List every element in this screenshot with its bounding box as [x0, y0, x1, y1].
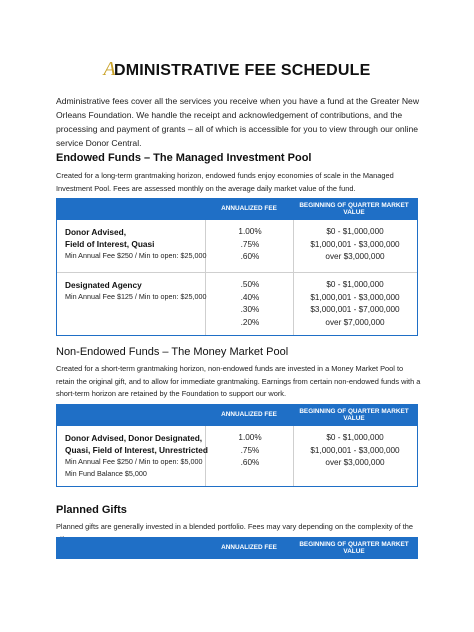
- planned-gifts-heading: Planned Gifts: [56, 504, 127, 516]
- market-value-header: BEGINNING OF QUARTER MARKET VALUE: [299, 407, 409, 422]
- non-endowed-funds-description: Created for a short-term grantmaking horizon, non-endowed funds are invested in a Money Market Pool to retain the original gift, and to allow for immediate grantmaking. Earnings from certain non-endowed funds with a short-term horizon are retained by the Foundation to support our work.: [56, 364, 421, 398]
- fee-value: .50%: [240, 280, 260, 289]
- market-range: $0 - $1,000,000: [326, 227, 384, 236]
- market-range: $1,000,001 - $3,000,000: [310, 239, 400, 249]
- planned-gifts-fee-table: [56, 537, 418, 559]
- market-value-cell: [295, 432, 415, 470]
- fund-type-name: Quasi, Field of Interest, Unrestricted: [65, 445, 208, 455]
- table-header: [56, 404, 418, 426]
- fee-cell: [209, 226, 291, 264]
- annualized-fee-header: ANNUALIZED FEE: [221, 544, 277, 552]
- fee-value: .60%: [240, 252, 260, 261]
- annualized-fee-header: ANNUALIZED FEE: [221, 411, 277, 419]
- non-endowed-funds-heading: Non-Endowed Funds – The Money Market Pool: [56, 346, 289, 358]
- intro-paragraph: Administrative fees cover all the services you receive when you have a fund at the Greater New Orleans Foundation. We handle the receipt and acknowledgement of contributions, and the processing and payment of grants – all of which is accessible for you to view through our online service Donor Central.: [56, 96, 420, 148]
- title-ornament-letter: A: [103, 58, 116, 80]
- fee-value: 1.00%: [238, 227, 262, 236]
- endowed-funds-description: Created for a long-term grantmaking horizon, endowed funds enjoy economies of scale in the Managed Investment Pool. Fees are assessed monthly on the average daily market value of the fund.: [56, 171, 394, 193]
- annualized-fee-header: ANNUALIZED FEE: [221, 205, 277, 213]
- market-value-header: BEGINNING OF QUARTER MARKET VALUE: [299, 540, 409, 555]
- fund-type-cell: [65, 432, 213, 480]
- table-body: [56, 426, 418, 487]
- fund-minimums: Min Fund Balance $5,000: [65, 469, 147, 478]
- endowed-fee-table: [56, 198, 418, 336]
- fund-type-cell: [65, 226, 213, 262]
- fund-type-name: Designated Agency: [65, 280, 142, 290]
- market-range: $1,000,001 - $3,000,000: [310, 445, 400, 455]
- fee-value: .40%: [240, 292, 260, 302]
- fee-cell: [209, 279, 291, 329]
- title-row: [0, 58, 474, 81]
- table-body: [56, 220, 418, 336]
- page-title: [104, 58, 371, 81]
- market-range: $1,000,001 - $3,000,000: [310, 292, 400, 302]
- fund-minimums: Min Annual Fee $125 / Min to open: $25,000: [65, 292, 207, 301]
- market-value-cell: [295, 226, 415, 264]
- market-range: $0 - $1,000,000: [326, 280, 384, 289]
- market-range: over $7,000,000: [325, 317, 385, 327]
- market-range: $0 - $1,000,000: [326, 433, 384, 442]
- fund-minimums: Min Annual Fee $250 / Min to open: $25,000: [65, 251, 207, 260]
- fund-type-cell: [65, 279, 213, 303]
- table-row: [57, 220, 417, 272]
- fund-type-name: Donor Advised,: [65, 227, 127, 237]
- market-value-header: BEGINNING OF QUARTER MARKET VALUE: [299, 201, 409, 216]
- fee-value: .75%: [240, 239, 260, 249]
- fee-value: .30%: [240, 305, 260, 314]
- fee-value: .75%: [240, 445, 260, 455]
- table-row: [57, 426, 417, 486]
- table-header: [56, 198, 418, 220]
- title-text: DMINISTRATIVE FEE SCHEDULE: [113, 62, 371, 79]
- market-range: over $3,000,000: [325, 252, 385, 261]
- fund-type-name: Field of Interest, Quasi: [65, 239, 155, 249]
- non-endowed-fee-table: [56, 404, 418, 487]
- fund-type-name: Donor Advised, Donor Designated,: [65, 433, 203, 443]
- fee-cell: [209, 432, 291, 470]
- fee-value: 1.00%: [238, 433, 262, 442]
- planned-gifts-description: Planned gifts are generally invested in a blended portfolio. Fees may vary depending on the complexity of the: [56, 522, 414, 531]
- market-range: $3,000,001 - $7,000,000: [310, 305, 400, 314]
- table-row: [57, 272, 417, 335]
- market-range: over $3,000,000: [325, 458, 385, 467]
- fund-minimums: Min Annual Fee $250 / Min to open: $5,000: [65, 457, 203, 466]
- endowed-funds-heading: Endowed Funds – The Managed Investment Pool: [56, 152, 312, 164]
- fee-value: .60%: [240, 458, 260, 467]
- fee-value: .20%: [240, 317, 260, 327]
- market-value-cell: [295, 279, 415, 329]
- table-header: [56, 537, 418, 559]
